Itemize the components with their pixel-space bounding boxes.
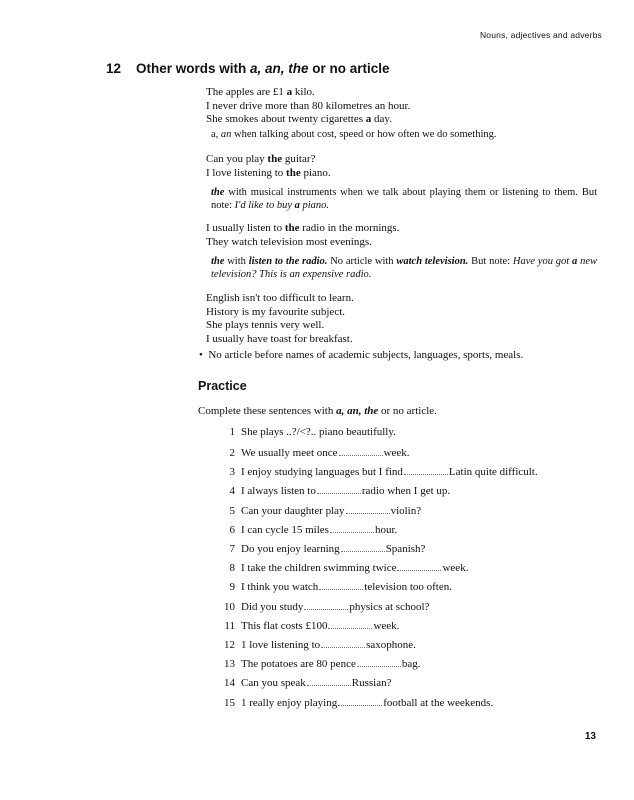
unit-heading	[106, 61, 390, 76]
practice-instructions: Complete these sentences with a, an, the or no article.	[198, 405, 437, 417]
answer-blank[interactable]	[328, 619, 372, 629]
section3-examples	[206, 222, 598, 249]
practice-title: Practice	[198, 379, 247, 393]
section2-examples	[206, 153, 598, 180]
example-line: They watch television most evenings.	[206, 235, 372, 248]
answer-blank[interactable]	[330, 523, 374, 533]
example-line: English isn't too difficult to learn.	[206, 292, 354, 304]
exercise-item: 6 I can cycle 15 miles hour.	[229, 524, 398, 536]
answer-blank[interactable]	[341, 542, 385, 552]
section1-examples	[206, 86, 598, 127]
answer-blank[interactable]	[321, 638, 365, 648]
exercise-item: 12 1 love listening to saxophone.	[224, 639, 416, 651]
answer-blank[interactable]	[317, 484, 361, 494]
exercise-item: 3 I enjoy studying languages but I find Latin quite difficult.	[229, 466, 538, 478]
exercise-item: 11 This flat costs £100 week.	[224, 620, 400, 632]
exercise-item: 9 I think you watch television too often.	[229, 581, 452, 593]
example-line: I never drive more than 80 kilometres an hour.	[206, 99, 411, 112]
answer-blank[interactable]	[338, 696, 382, 706]
exercise-item: 2 We usually meet once week.	[229, 447, 410, 459]
example-line: History is my favourite subject.	[206, 305, 346, 318]
example-line: I usually have toast for breakfast.	[206, 332, 353, 345]
unit-title-start: Other words with	[136, 61, 251, 76]
section2-note: the with musical instruments when we talk about playing them or listening to them. But note: I'd like to buy a piano.	[211, 187, 597, 211]
answer-blank[interactable]	[339, 446, 383, 456]
answer-blank[interactable]	[319, 580, 363, 590]
section4-examples	[206, 292, 598, 346]
exercise-item: 7 Do you enjoy learning Spanish?	[229, 543, 426, 555]
unit-title-italic: a, an, the	[250, 61, 309, 76]
exercise-item: 14 Can you speak Russian?	[224, 677, 392, 689]
exercise-item: 13 The potatoes are 80 pence bag.	[224, 658, 421, 670]
exercise-item: 10 Did you study physics at school?	[224, 601, 430, 613]
answer-blank[interactable]	[397, 561, 441, 571]
unit-number: 12	[106, 61, 122, 76]
running-header: Nouns, adjectives and adverbs	[479, 30, 602, 40]
exercise-item: 4 I always listen to radio when I get up.	[229, 485, 451, 497]
answer-blank[interactable]	[304, 600, 348, 610]
example-line: The apples are £1 a kilo.	[206, 86, 315, 98]
exercise-item: 15 1 really enjoy playing football at the weekends.	[224, 697, 494, 709]
page-number: 13	[584, 731, 596, 742]
answer-blank[interactable]	[357, 657, 401, 667]
section3-note: the with listen to the radio. No article with watch television. But note: Have you got a new television? This is an expensive radio.	[211, 256, 598, 280]
exercise-item: 5 Can your daughter play violin?	[229, 505, 422, 517]
bullet-icon: •	[199, 349, 203, 361]
answer-blank[interactable]	[307, 676, 351, 686]
example-line: Can you play the guitar?	[206, 153, 316, 165]
unit-title-end: or no article	[308, 61, 390, 76]
section4-rule: • No article before names of academic subjects, languages, sports, meals.	[199, 349, 524, 361]
answer-blank[interactable]	[346, 504, 390, 514]
example-line: She plays tennis very well.	[206, 319, 325, 331]
example-line: I love listening to the piano.	[206, 166, 331, 179]
exercise-item: 1 She plays ..?/<?.. piano beautifully.	[229, 426, 396, 438]
example-line: I usually listen to the radio in the mornings.	[206, 222, 400, 234]
section1-note: a, an when talking about cost, speed or how often we do something.	[211, 129, 497, 140]
example-line: She smokes about twenty cigarettes a day.	[206, 113, 392, 125]
answer-blank[interactable]	[404, 465, 448, 475]
example-answer: ..?/<?..	[286, 426, 317, 438]
exercise-item: 8 I take the children swimming twice week.	[229, 562, 469, 574]
